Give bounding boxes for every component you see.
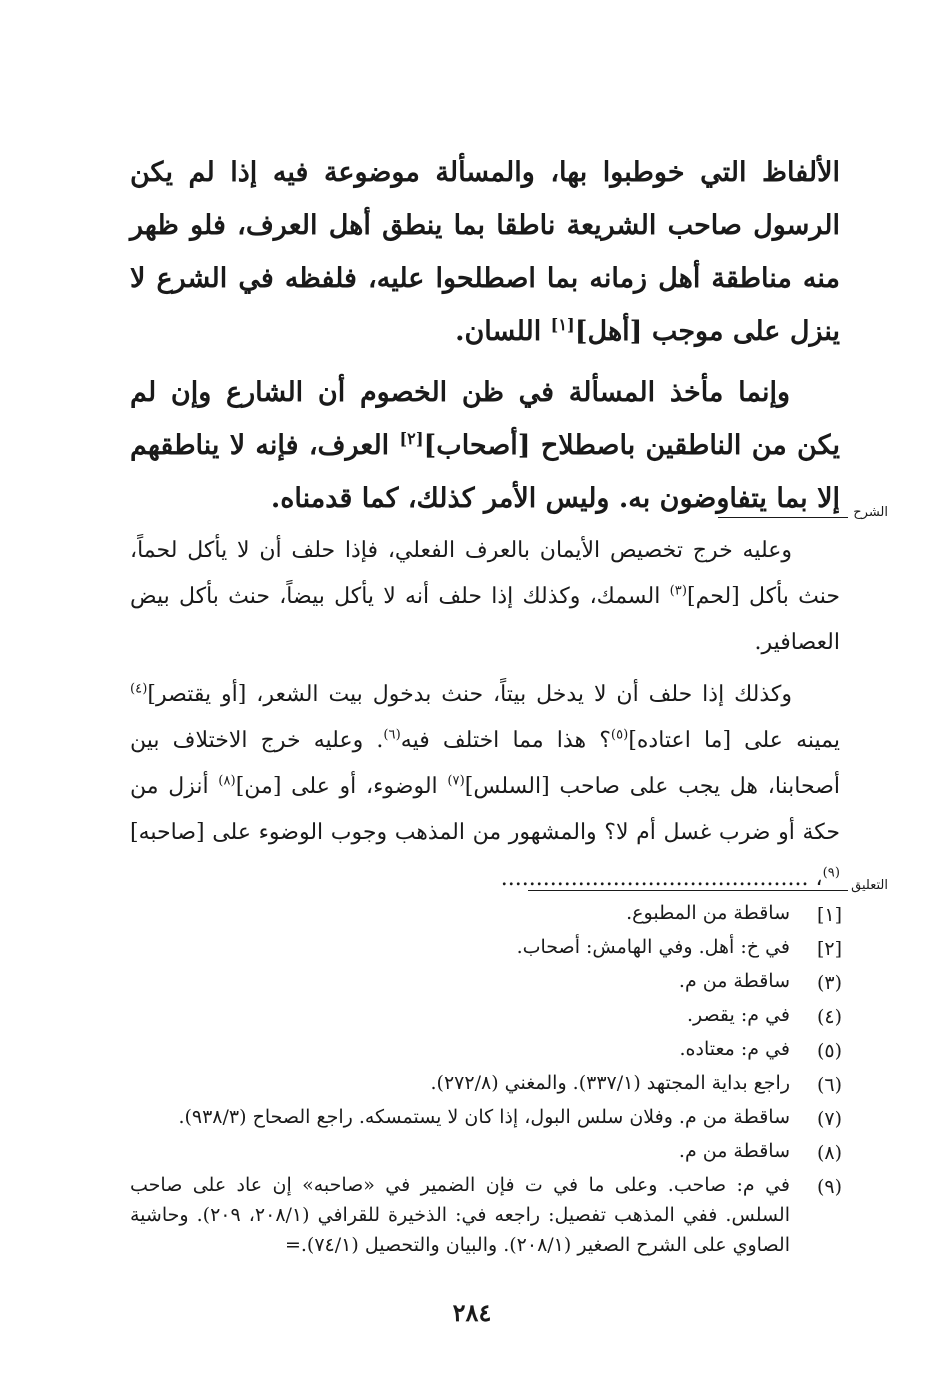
sharh-paragraph <box>130 672 840 902</box>
footnote-ref: (٦) <box>383 727 401 743</box>
footnote-number: (٣) <box>816 972 842 994</box>
sharh-text-span: السمك، وكذلك إذا حلف أنه لا يأكل بيضاً، حنث بأكل بيض العصافير. <box>130 584 840 655</box>
footnote-text: ساقطة من م. <box>678 1140 790 1162</box>
footnote-ref: (٨) <box>218 773 236 789</box>
footnote-ref: (٩) <box>822 865 840 881</box>
sharh-text-span: وكذلك إذا حلف أن لا يدخل بيتاً، حنث بدخول بيت الشعر، [أو يقتصر] <box>147 682 792 707</box>
footnotes <box>130 898 842 1260</box>
sharh-label: الشرح <box>853 505 888 520</box>
footnote-text: في م: معتاده. <box>679 1038 790 1060</box>
main-text <box>130 146 840 525</box>
footnote-number: (٧) <box>816 1108 842 1130</box>
main-text-span: اللسان. <box>455 316 551 347</box>
footnote-item <box>130 898 842 932</box>
footnote-text: في م: صاحب. وعلى ما في ت فإن الضمير في «صاحبه» إن عاد على صاحب السلس. ففي المذهب تفصيل: راجعه في: الذخيرة للقرافي (٢٠٨/١، ٢٠٩). وحاشية الصاوي على الشرح الصغير (٢٠٨/١). والبيان والتحصيل (٧٤/١).= <box>130 1174 790 1256</box>
footnote-item <box>130 1102 842 1136</box>
sharh-text-span: . وعليه خرج الاختلاف بين أصحابنا، هل يجب على صاحب [السلس] <box>130 728 840 799</box>
divider-rule <box>528 890 848 891</box>
sharh-text-span: ؟ هذا مما اختلف فيه <box>400 728 611 753</box>
sharh-text-span: ، <box>808 866 823 891</box>
main-paragraph <box>130 146 840 358</box>
footnote-ref: (٥) <box>610 727 629 743</box>
sharh-text-span: وعليه خرج تخصيص الأيمان بالعرف الفعلي، فإذا حلف أن لا يأكل لحماً، حنث بأكل [لحم] <box>130 538 840 609</box>
main-text-span: الألفاظ التي خوطبوا بها، والمسألة موضوعة فيه إذا لم يكن الرسول صاحب الشريعة ناطقا بما ينطق أهل العرف، فلو ظهر منه مناطقة أهل زمانه بما اصطلحوا عليه، فلفظه في الشرع لا ينزل على موجب [أهل] <box>130 157 840 347</box>
main-paragraph <box>130 366 840 525</box>
page-number: ٢٨٤ <box>452 1298 492 1327</box>
footnote-number: (٥) <box>816 1040 842 1062</box>
footnote-text: ساقطة من م. <box>678 970 790 992</box>
footnote-number: (٤) <box>816 1006 842 1028</box>
footnote-ref: [٢] <box>399 429 424 448</box>
footnote-text: في خ: أهل. وفي الهامش: أصحاب. <box>516 936 790 958</box>
footnote-text: ساقطة من المطبوع. <box>626 902 790 924</box>
footnote-number: (٦) <box>816 1074 842 1096</box>
main-text-span: وإنما مأخذ المسألة في ظن الخصوم أن الشارع وإن لم يكن من الناطقين باصطلاح [أصحاب] <box>130 377 840 461</box>
footnote-number: [١] <box>816 904 842 926</box>
main-text-span: العرف، فإنه لا يناطقهم إلا بما يتفاوضون به. وليس الأمر كذلك، كما قدمناه. <box>130 430 840 514</box>
taliq-divider <box>528 878 888 898</box>
footnote-item <box>130 1034 842 1068</box>
footnote-item <box>130 1136 842 1170</box>
taliq-label: التعليق <box>851 878 888 893</box>
footnote-text: راجع بداية المجتهد (٣٣٧/١). والمغني (٢٧٢/٨). <box>430 1072 790 1094</box>
footnote-number: [٢] <box>816 938 842 960</box>
footnote-number: (٨) <box>816 1142 842 1164</box>
footnote-ref: (٣) <box>669 583 688 599</box>
sharh-text-span: الوضوء، أو على [من] <box>235 774 448 799</box>
footnote-ref: (٤) <box>130 681 148 697</box>
footnote-text: في م: يقصر. <box>686 1004 790 1026</box>
footnote-item <box>130 932 842 966</box>
sharh-divider <box>718 505 888 525</box>
footnote-number: (٩) <box>816 1176 842 1198</box>
sharh-text-span: أنزل من حكة أو ضرب غسل أم لا؟ والمشهور من المذهب وجوب الوضوء على [صاحبه] <box>130 774 840 845</box>
footnote-item <box>130 966 842 1000</box>
sharh-text <box>130 528 840 902</box>
footnote-text: ساقطة من م. وفلان سلس البول، إذا كان لا يستمسكه. راجع الصحاح (٩٣٨/٣). <box>178 1106 790 1128</box>
footnote-item <box>130 1000 842 1034</box>
footnote-item <box>130 1068 842 1102</box>
sharh-paragraph <box>130 528 840 666</box>
sharh-text-span: يمينه على [ما اعتاده] <box>628 728 840 753</box>
footnote-ref: (٧) <box>447 773 465 789</box>
divider-rule <box>718 517 848 518</box>
footnote-item <box>130 1170 842 1260</box>
continuation-dots: ............................................ <box>500 866 809 891</box>
footnote-ref: [١] <box>550 315 575 334</box>
